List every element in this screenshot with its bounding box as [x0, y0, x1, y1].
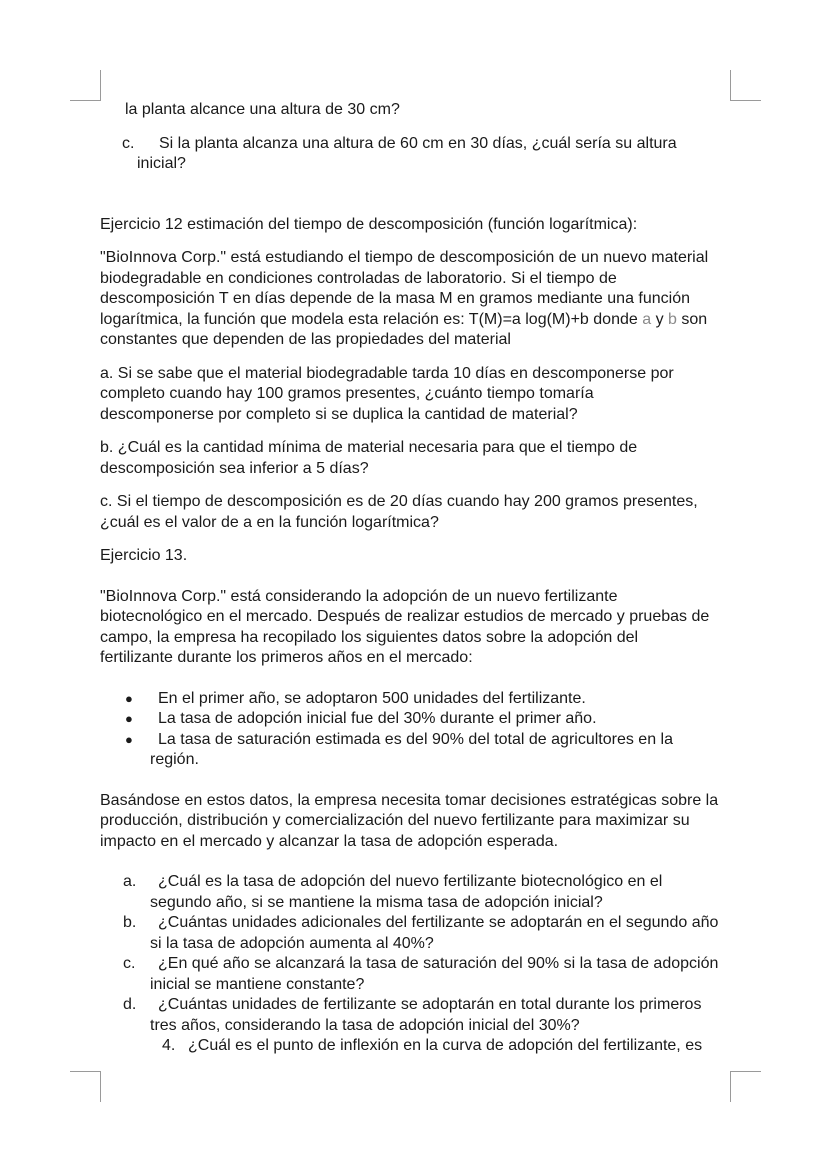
question-item-a [100, 872, 725, 913]
bullet-icon: ● [125, 690, 133, 706]
list-item: ● La tasa de adopción inicial fue del 30% durante el primer año. [100, 709, 700, 730]
question-text: Si la planta alcanza una altura de 60 cm en 30 días, ¿cuál sería su altura inicial? [137, 134, 677, 172]
previous-question-c [100, 134, 707, 175]
exercise-12-question-c: c. Si el tiempo de descomposición es de 20 días cuando hay 200 gramos presentes, ¿cuál es el valor de a en la función logarítmica? [100, 493, 698, 531]
question-item-b [100, 913, 725, 954]
question-text: ¿Cuál es la tasa de adopción del nuevo fertilizante biotecnológico en el segundo año, si se mantiene la misma tasa de adopción inicial? [150, 873, 663, 911]
exercise-13-context: Basándose en estos datos, la empresa necesita tomar decisiones estratégicas sobre la producción, distribución y comercialización del nuevo fertilizante para maximizar su impacto en el mercado y alcanzar la tasa de adopción esperada. [100, 791, 719, 850]
exercise-12-question-b: b. ¿Cuál es la cantidad mínima de material necesaria para que el tiempo de descomposición sea inferior a 5 días? [100, 439, 638, 477]
intro-text: "BioInnova Corp." está estudiando el tiempo de descomposición de un nuevo material biodegradable en condiciones controladas de laboratorio. Si el tiempo de descomposición T en días depende de la masa M en gramos mediante una función logarítmica, la función que modela esta relación es: T(M)=a log(M)+b donde [100, 249, 709, 328]
question-text: ¿Cuántas unidades adicionales del fertilizante se adoptarán en el segundo año si la tasa de adopción aumenta al 40%? [150, 914, 719, 952]
question-text: ¿En qué año se alcanzará la tasa de saturación del 90% si la tasa de adopción inicial se mantiene constante? [150, 955, 719, 993]
constant-a: a [642, 310, 652, 328]
question-label: a. [123, 873, 137, 890]
exercise-12-question-a: a. Si se sabe que el material biodegradable tarda 10 días en descomponerse por completo cuando hay 100 gramos presentes, ¿cuánto tiempo tomaría descomponerse por completo si se duplica la cantidad de material? [100, 364, 674, 423]
question-text: ¿Cuál es el punto de inflexión en la curva de adopción del fertilizante, es [188, 1037, 703, 1054]
exercise-13-title: Ejercicio 13. [100, 547, 188, 564]
document-page [100, 100, 730, 1057]
question-label: c. [123, 955, 136, 972]
exercise-12-title: Ejercicio 12 estimación del tiempo de descomposición (función logarítmica): [100, 215, 638, 233]
question-item-d [100, 995, 725, 1036]
question-label: b. [123, 914, 137, 931]
list-item: ● La tasa de saturación estimada es del 90% del total de agricultores en la región. [125, 730, 673, 768]
exercise-12-intro [100, 248, 720, 351]
question-label: c. [122, 134, 135, 152]
constant-b: b [668, 310, 677, 328]
question-item-4 [100, 1036, 730, 1057]
exercise-13-data-list [100, 689, 700, 771]
bullet-icon: ● [125, 731, 133, 747]
question-text: ¿Cuántas unidades de fertilizante se adoptarán en total durante los primeros tres años, considerando la tasa de adopción inicial del 30%? [150, 996, 702, 1034]
question-label: d. [123, 996, 137, 1013]
exercise-13-questions [100, 872, 725, 1036]
list-item: ● En el primer año, se adoptaron 500 unidades del fertilizante. [100, 689, 700, 710]
previous-exercise-continuation: la planta alcance una altura de 30 cm? [125, 101, 400, 118]
page-corner-mark-bottom-right [730, 1071, 761, 1102]
conjunction: y [651, 310, 669, 328]
page-corner-mark-top-right [730, 70, 761, 101]
question-label: 4. [162, 1037, 176, 1054]
page-corner-mark-top-left [70, 70, 101, 101]
exercise-13-intro: "BioInnova Corp." está considerando la adopción de un nuevo fertilizante biotecnológico en el mercado. Después de realizar estudios de mercado y pruebas de campo, la empresa ha recopilado los siguientes datos sobre la adopción del fertilizante durante los primeros años en el mercado: [100, 587, 710, 666]
bullet-icon: ● [125, 711, 133, 726]
question-item-c [100, 954, 725, 995]
page-corner-mark-bottom-left [70, 1071, 101, 1102]
intro-text-end: son constantes que dependen de las propiedades del material [100, 310, 708, 348]
